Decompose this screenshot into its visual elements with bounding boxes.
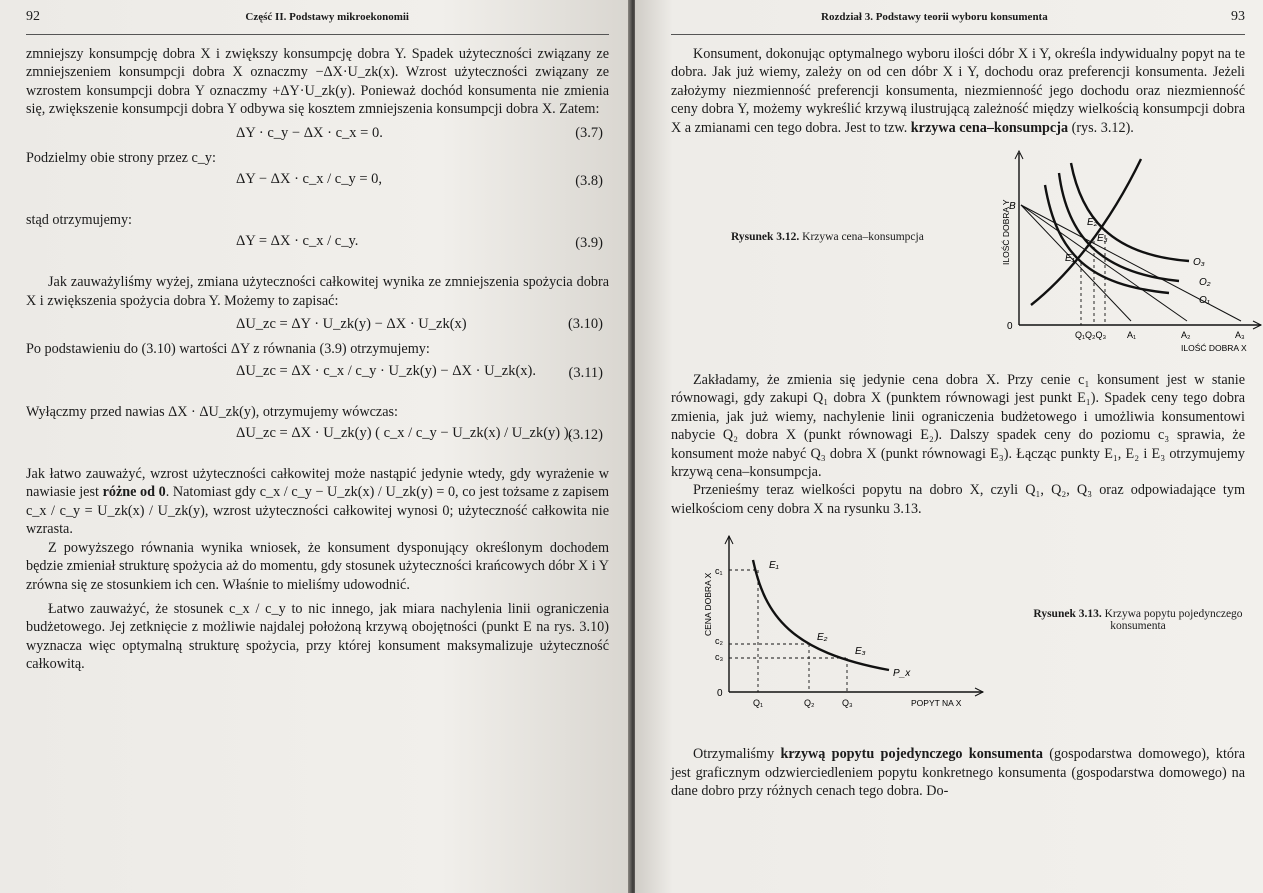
page-number: 93 — [1231, 9, 1245, 24]
paragraph: Jak zauważyliśmy wyżej, zmiana użyteczności całkowitej wynika ze zmniejszenia spożycia dobra X i zwiększenia spożycia dobra Y. Możemy to zapisać: — [26, 274, 609, 309]
y-axis-label: CENA DOBRA X — [703, 572, 713, 637]
figure-caption: Rysunek 3.13. Krzywa popytu pojedynczego konsumenta — [1033, 608, 1243, 633]
tick-c2: c₂ — [715, 636, 723, 647]
left-page — [0, 0, 631, 893]
tick-Q1: Q₁ — [753, 698, 764, 709]
paragraph: zmniejszy konsumpcję dobra X i zwiększy konsumpcję dobra Y. Spadek użyteczności związany ze zmniejszeniem konsumpcji dobra X oznaczmy −ΔX·U_zk(x). Wzrost użyteczności związany ze wzrostem konsumpcji dobra Y oznaczmy +ΔY·U_zk(y). Ponieważ dochód konsumenta nie zmienia się, zwiększenie konsumpcji dobra Y odbywa się kosztem zmniejszenia konsumpcji dobra X. Zatem: — [26, 46, 609, 118]
tick-A2: A₂ — [1181, 330, 1191, 341]
running-head: Rozdział 3. Podstawy teorii wyboru konsumenta — [821, 11, 1048, 23]
x-axis-label: ILOŚĆ DOBRA X — [1181, 343, 1247, 354]
paragraph: Jak łatwo zauważyć, wzrost użyteczności całkowitej może nastąpić jedynie wtedy, gdy wyrażenie w nawiasie jest różne od 0. Natomiast gdy c_x / c_y − U_zk(x) / U_zk(y) = 0, co jest tożsame z zapisem c_x / c_y = U_zk(x) / U_zk(y), wzrost użyteczności całkowitej wynosi 0; użyteczność całkowita nie wzrasta. — [26, 466, 609, 538]
paragraph: Po podstawieniu do (3.10) wartości ΔY z równania (3.9) otrzymujemy: — [26, 341, 430, 358]
right-page — [635, 0, 1263, 893]
curve-O2: O₂ — [1199, 277, 1211, 289]
equation: ΔU_zc = ΔY · U_zk(y) − ΔX · U_zk(x) (3.10) — [236, 316, 603, 333]
tick-A3: A₃ — [1235, 330, 1245, 341]
tick-c1: c₁ — [715, 566, 723, 577]
equation: ΔY − ΔX · c_x / c_y = 0, (3.8) — [236, 171, 603, 190]
paragraph: Łatwo zauważyć, że stosunek c_x / c_y to nic innego, jak miara nachylenia linii ograniczenia budżetowego. Jej zetknięcie z możliwie najdalej położoną krzywą obojętności (punkt E na rys. 3.10) wyznacza więc optymalną strukturę spożycia, przy której konsument maksymalizuje użyteczność całkowitą. — [26, 600, 609, 673]
right-header — [671, 0, 1245, 35]
tick-A1: A₁ — [1127, 330, 1137, 341]
equation: ΔU_zc = ΔX · c_x / c_y · U_zk(y) − ΔX · U_zk(x). (3.11) — [236, 362, 603, 381]
point-E3: E₃ — [855, 646, 866, 658]
point-B: B — [1009, 201, 1016, 213]
origin-label: 0 — [1007, 321, 1013, 333]
paragraph: Podzielmy obie strony przez c_y: — [26, 149, 216, 166]
running-head: Część II. Podstawy mikroekonomii — [245, 11, 409, 23]
paragraph: Konsument, dokonując optymalnego wyboru ilości dóbr X i Y, określa indywidualny popyt na te dobra. Jak już wiemy, zależy on od cen dóbr X i Y, dochodu oraz preferencji konsumenta. Jeżeli założymy niezmienność preferencji konsumenta, niezmienność jego dochodu oraz niezmienność ceny dobra Y, możemy wykreślić krzywą ilustrującą zależność między wielkością konsumpcji dobra X a zmianami cen tego dobra. Jest to tzw. krzywa cena–konsumpcja (rys. 3.12). — [671, 46, 1245, 136]
point-E3: E₃ — [1097, 233, 1108, 245]
figure-caption: Rysunek 3.12. Krzywa cena–konsumpcja — [731, 231, 924, 244]
figure-3-12 — [671, 145, 1245, 363]
point-E2: E₂ — [817, 632, 828, 644]
figure-3-13 — [671, 526, 1245, 731]
equation: ΔY · c_y − ΔX · c_x = 0. (3.7) — [236, 124, 603, 141]
point-E2: E₂ — [1087, 217, 1098, 229]
page-number: 92 — [26, 9, 40, 24]
paragraph: Przenieśmy teraz wielkości popytu na dobro X, czyli Q₁, Q₂, Q₃ oraz odpowiadające tym wielkościom ceny dobra X na rysunku 3.13. — [671, 482, 1245, 517]
demand-curve-chart — [671, 526, 991, 731]
paragraph: Otrzymaliśmy krzywą popytu pojedynczego konsumenta (gospodarstwa domowego), która jest graficznym odzwierciedleniem popytu konkretnego konsumenta (gospodarstwa domowego) na dane dobro przy różnych cenach tego dobra. Do- — [671, 746, 1246, 800]
point-E1: E₁ — [769, 560, 779, 572]
price-consumption-chart — [969, 145, 1263, 363]
paragraph: Zakładamy, że zmienia się jedynie cena dobra X. Przy cenie c₁ konsument jest w stanie równowagi, gdy zakupi Q₁ dobra X (punktem równowagi jest punkt E₁). Spadek ceny tego dobra zmienia, jak już wiemy, nachylenie linii ograniczenia budżetowego i umożliwia konsumentowi nabycie Q₂ dobra X (punkt równowagi E₂). Dalszy spadek ceny do poziomu c₃ sprawia, że konsument może nabyć Q₃ dobra X (punkt równowagi E₃). Łącząc punkty E₁, E₂ i E₃ otrzymujemy krzywą cena–konsumpcja. — [671, 372, 1245, 481]
origin-label: 0 — [717, 688, 723, 700]
curve-label-P: P_x — [893, 668, 911, 680]
x-axis-label: POPYT NA X — [911, 698, 962, 709]
tick-Q3: Q₃ — [842, 698, 853, 709]
paragraph: stąd otrzymujemy: — [26, 212, 132, 229]
equation: ΔU_zc = ΔX · U_zk(y) ( c_x / c_y − U_zk(x) / U_zk(y) ). (3.12) — [236, 425, 603, 444]
curve-O1: O₁ — [1199, 295, 1210, 307]
equation: ΔY = ΔX · c_x / c_y. (3.9) — [236, 233, 603, 252]
tick-c3: c₃ — [715, 652, 724, 663]
point-E1: E₁ — [1065, 253, 1075, 265]
left-header — [26, 0, 609, 35]
paragraph: Z powyższego równania wynika wniosek, że konsument dysponujący określonym dochodem będzie zmieniał strukturę spożycia aż do momentu, gdy stosunek użyteczności krańcowych dóbr X i Y zrówna się ze stosunkiem ich cen. Właśnie to mieliśmy udowodnić. — [26, 539, 609, 593]
tick-Q2: Q₂ — [804, 698, 815, 709]
tick-Q: Q₁Q₂Q₃ — [1075, 330, 1107, 341]
y-axis-label: ILOŚĆ DOBRA Y — [1001, 199, 1011, 266]
paragraph: Wyłączmy przed nawias ΔX · ΔU_zk(y), otrzymujemy wówczas: — [26, 403, 398, 420]
curve-O3: O₃ — [1193, 257, 1205, 269]
